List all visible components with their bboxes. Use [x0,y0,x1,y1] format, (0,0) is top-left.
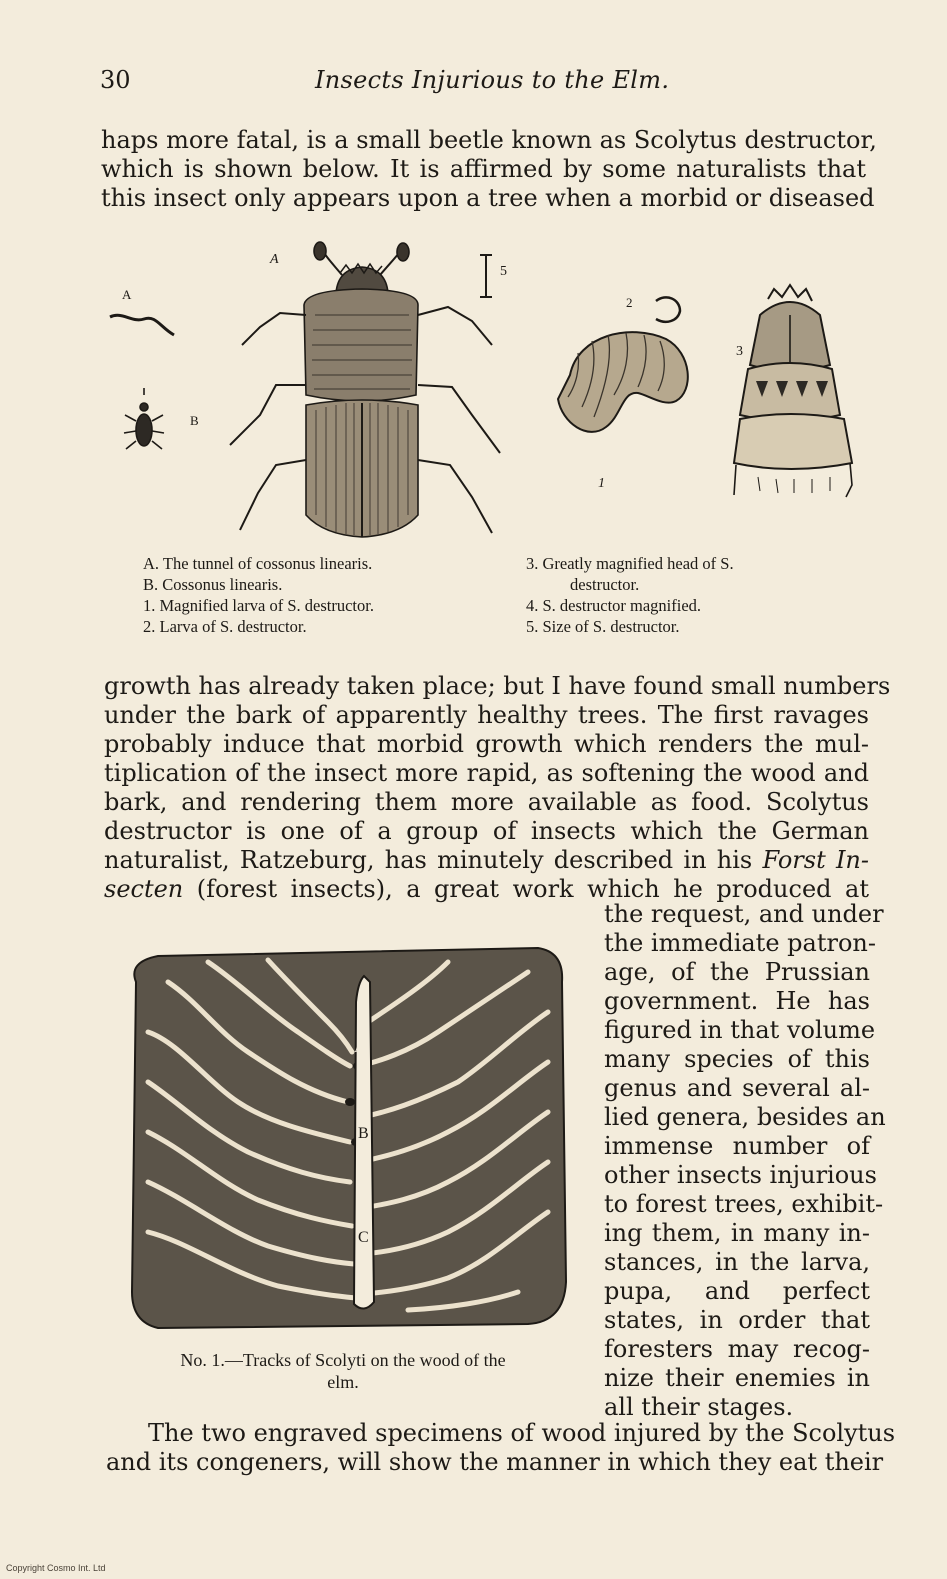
text-line: tiplication of the insect more rapid, as softening the wood and [104,759,869,787]
book-title-italic: Forst In- [762,846,869,874]
label-a: A [122,287,132,302]
label-larva-small: 2 [626,295,633,310]
label-gallery-a: A [354,1039,366,1056]
text-line: all their stages. [604,1393,794,1421]
caption-column-right [526,553,866,637]
label-beetle: A [270,252,279,267]
text-segment: (forest insects), a great work which he produced at [183,875,869,903]
text-line: probably induce that morbid growth which renders the mul- [104,730,869,758]
text-line: the request, and under [604,900,884,928]
text-line: age, of the Prussian [604,958,870,986]
text-segment: naturalist, Ratzeburg, has minutely described in his [104,846,753,874]
tunnel-drawing [110,315,174,335]
figure-2-caption [128,1349,558,1393]
running-title: Insects Injurious to the Elm. [315,66,670,94]
caption-4: 4. S. destructor magnified. [526,596,702,615]
book-title-italic-cont: secten [104,875,184,903]
label-gallery-c: C [358,1229,369,1246]
head-drawing [734,285,852,497]
label-gallery-b: B [358,1125,369,1142]
label-scale: 5 [500,264,507,279]
text-line [104,846,869,875]
text-line: and its congeners, will show the manner in which they eat their [106,1448,884,1476]
label-head: 3 [736,344,743,359]
text-line: which is shown below. It is affirmed by some naturalists that [101,155,866,183]
main-gallery [354,976,374,1309]
size-scale-drawing [480,255,492,297]
text-line: many species of this [604,1045,870,1073]
text-line: ing them, in many in- [604,1219,870,1247]
caption-a: A. The tunnel of cossonus linearis. [143,554,373,573]
text-line: haps more fatal, is a small beetle known as Scolytus destructor, [101,126,877,154]
caption-column-left [143,553,503,637]
caption-2: 2. Larva of S. destructor. [143,617,307,636]
larva-small-drawing [656,297,680,321]
text-line: figured in that volume [604,1016,876,1044]
text-line: growth has already taken place; but I have found small numbers [104,672,891,700]
caption-b: B. Cossonus linearis. [143,575,283,594]
paragraph-1 [101,126,877,213]
text-line: pupa, and perfect [604,1277,870,1305]
text-line: nize their enemies in [604,1364,870,1392]
text-line: genus and several al- [604,1074,870,1102]
text-line: the immediate patron- [604,929,876,957]
label-larva-big: 1 [598,476,605,491]
cossonus-drawing [124,388,164,449]
paragraph-3 [106,1419,896,1477]
text-line: destructor is one of a group of insects which the German [104,817,869,845]
text-line: foresters may recog- [604,1335,870,1363]
text-line: to forest trees, exhibit- [604,1190,884,1218]
label-b: B [190,413,199,428]
text-line: this insect only appears upon a tree when a morbid or diseased [101,184,875,212]
text-line: other insects injurious [604,1161,877,1189]
text-line: bark, and rendering them more available as food. Scolytus [104,788,869,816]
text-line: stances, in the larva, [604,1248,870,1276]
larva-big-drawing [558,332,688,432]
caption-3: 3. Greatly magnified head of S. [526,554,734,573]
text-line: lied genera, besides an [604,1103,886,1131]
side-column-text [604,900,886,1422]
text-line: immense number of [604,1132,870,1160]
page-number: 30 [100,66,131,94]
figure-wood-tracks [118,942,574,1334]
text-line: under the bark of apparently healthy trees. The first ravages [104,701,869,729]
caption-5: 5. Size of S. destructor. [526,617,680,636]
copyright-credit: Copyright Cosmo Int. Ltd [6,1563,106,1573]
figure-2-caption-line2: elm. [327,1372,359,1392]
beetle-drawing [230,242,500,537]
paragraph-2 [104,672,891,904]
text-line: The two engraved specimens of wood injured by the Scolytus [148,1419,896,1447]
figure-2-caption-line1: No. 1.—Tracks of Scolyti on the wood of the [180,1350,506,1370]
caption-1: 1. Magnified larva of S. destructor. [143,596,374,615]
page-header [100,66,870,106]
caption-3-cont: destructor. [570,575,640,594]
figure-beetle-illustrations [100,235,870,545]
text-line: government. He has [604,987,870,1015]
text-line: states, in order that [604,1306,870,1334]
